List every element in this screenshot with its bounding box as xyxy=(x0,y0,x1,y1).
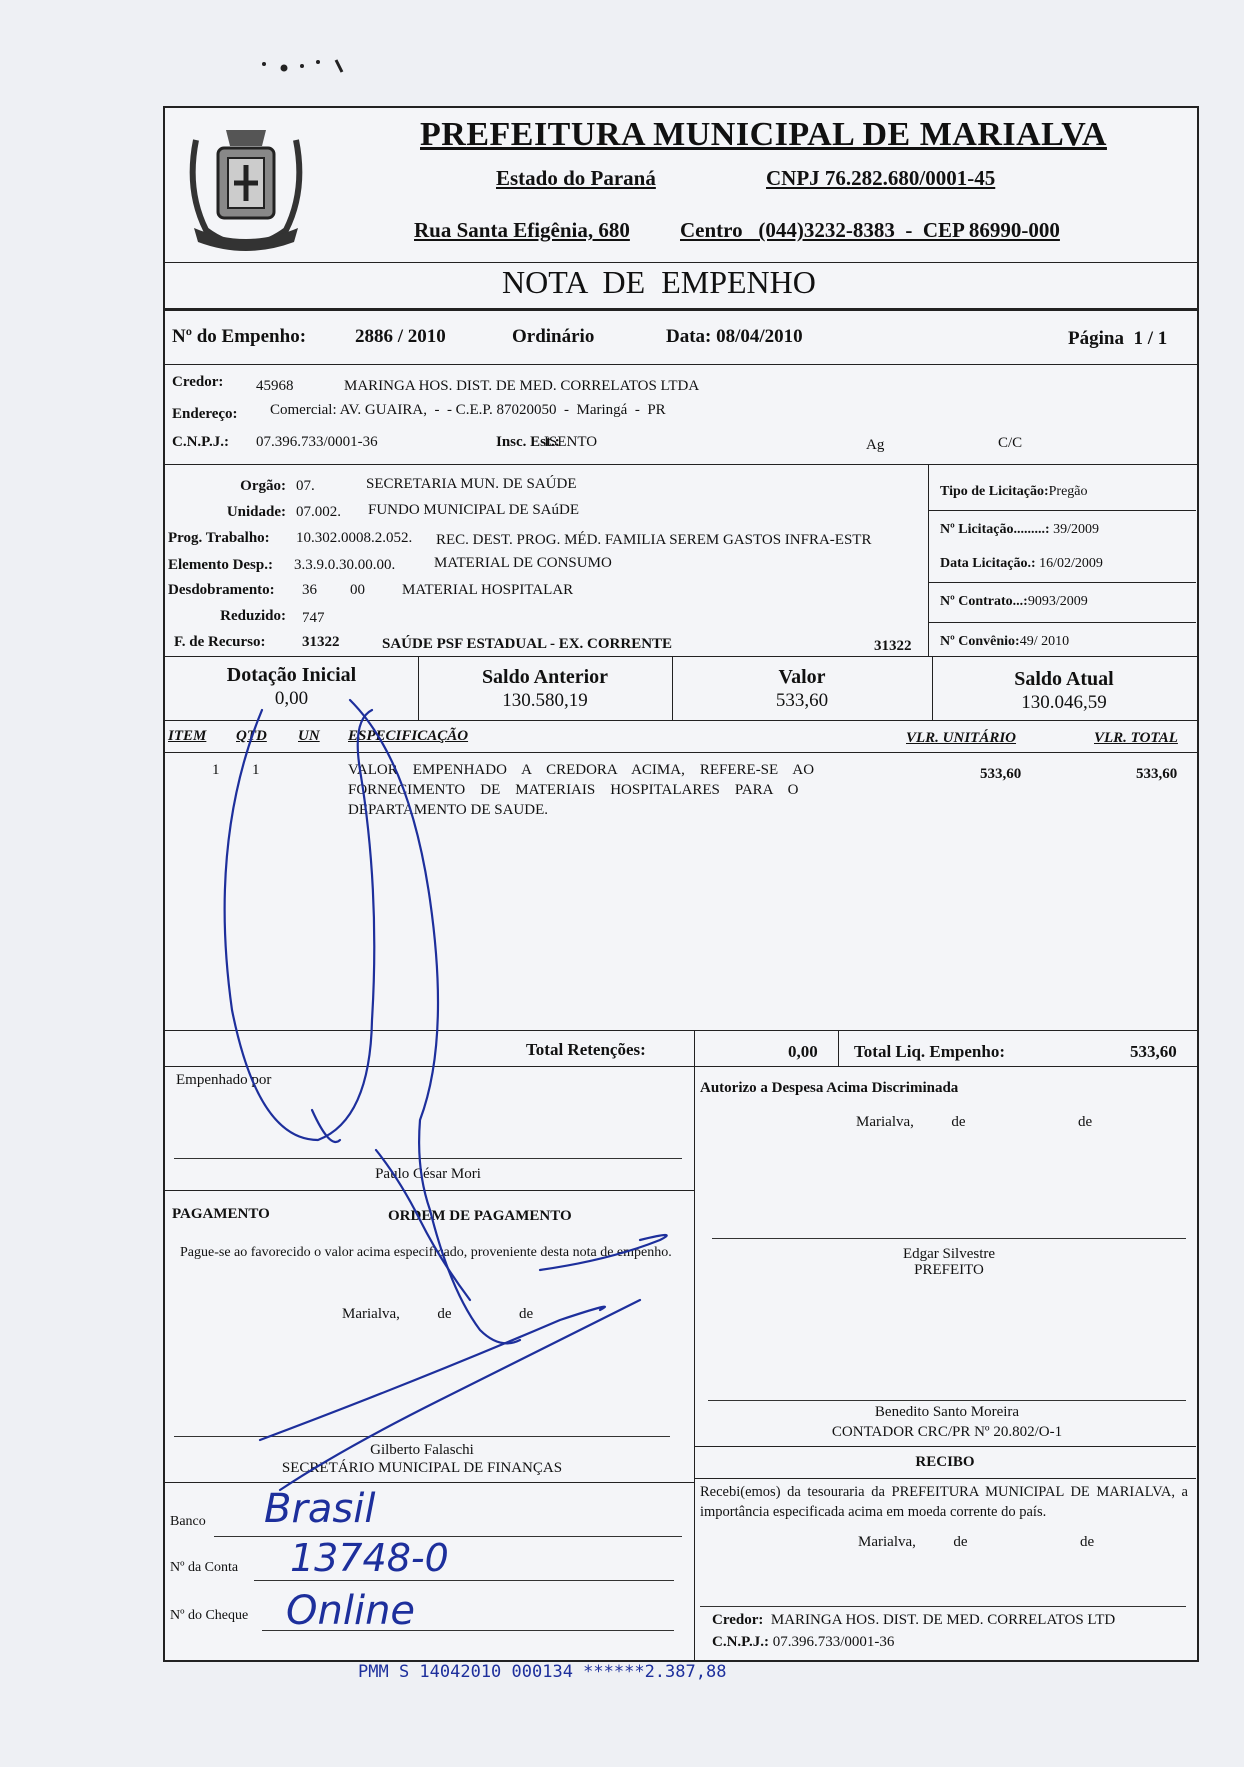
saldo-label: Dotação Inicial xyxy=(226,664,357,686)
cnpj-label: CNPJ 76.282.680/0001-45 xyxy=(766,166,996,190)
print-stamp: PMM S 14042010 000134 ******2.387,88 xyxy=(358,1662,727,1682)
prog-code: 10.302.0008.2.052. xyxy=(296,530,413,546)
recurso-code: 31322 xyxy=(302,634,340,650)
empenho-number: 2886 / 2010 xyxy=(355,326,446,347)
prog-name: REC. DEST. PROG. MÉD. FAMILIA SEREM GASTOS INFRA-ESTR xyxy=(436,532,872,548)
saldo-value: 0,00 xyxy=(274,688,309,709)
recibo-local-data: Marialva, de de xyxy=(858,1534,1095,1550)
total-retencoes-value: 0,00 xyxy=(788,1042,818,1061)
desdobramento-name: MATERIAL HOSPITALAR xyxy=(402,582,574,598)
cnpj-credor-value: 07.396.733/0001-36 xyxy=(256,434,378,450)
item-spec-line: DEPARTAMENTO DE SAUDE. xyxy=(348,802,548,818)
top-marks xyxy=(256,50,366,80)
saldo-label: Saldo Anterior xyxy=(481,666,609,688)
saldo-value: 130.580,19 xyxy=(502,690,588,711)
saldo-label: Valor xyxy=(778,666,826,688)
recibo-cnpj: C.N.P.J.: 07.396.733/0001-36 xyxy=(712,1634,895,1650)
autorizo-label: Autorizo a Despesa Acima Discriminada xyxy=(700,1080,959,1096)
desdobramento-sub: 00 xyxy=(350,582,365,598)
col-un: UN xyxy=(298,728,320,744)
recibo-text: Recebi(emos) da tesouraria da PREFEITURA MUNICIPAL DE MARIALVA, a importância especificada acima em moeda corrente do país. xyxy=(700,1484,1188,1520)
insc-value: ISENTO xyxy=(544,434,598,450)
recurso-label: F. de Recurso: xyxy=(174,634,266,650)
state-label: Estado do Paraná xyxy=(496,166,656,190)
secretario-name: Gilberto Falaschi xyxy=(370,1442,474,1458)
item-spec-line: FORNECIMENTO DE MATERIAIS HOSPITALARES PARA O xyxy=(348,782,799,798)
address-value: Comercial: AV. GUAIRA, - - C.E.P. 87020050 - Maringá - PR xyxy=(270,402,666,418)
coat-of-arms-icon xyxy=(176,110,316,260)
credor-name: MARINGA HOS. DIST. DE MED. CORRELATOS LTDA xyxy=(344,378,700,394)
banco-label: Banco xyxy=(170,1514,206,1529)
col-qtd: QTD xyxy=(236,728,267,744)
orgao-code: 07. xyxy=(296,478,315,494)
agency-label: Ag xyxy=(866,437,885,453)
unidade-name: FUNDO MUNICIPAL DE SAúDE xyxy=(368,502,579,518)
doc-type-title: NOTA DE EMPENHO xyxy=(502,264,816,300)
data-licitacao: Data Licitação.: 16/02/2009 xyxy=(940,556,1103,571)
recurso-code-2: 31322 xyxy=(874,638,912,654)
contador-title: CONTADOR CRC/PR Nº 20.802/O-1 xyxy=(831,1424,1063,1440)
total-retencoes-label: Total Retenções: xyxy=(526,1040,646,1059)
recibo-label: RECIBO xyxy=(915,1454,975,1470)
conta-handwritten: 13748-0 xyxy=(290,1536,449,1580)
num-contrato: Nº Contrato...:9093/2009 xyxy=(940,594,1088,609)
num-convenio: Nº Convênio:49/ 2010 xyxy=(940,634,1070,649)
total-liquido-label: Total Liq. Empenho: xyxy=(854,1042,1005,1061)
item-vlr-total: 533,60 xyxy=(1136,766,1178,782)
autorizo-local-data: Marialva, de de xyxy=(856,1114,1093,1130)
saldo-value: 533,60 xyxy=(775,690,829,711)
reduzido-value: 747 xyxy=(302,610,325,626)
secretario-title: SECRETÁRIO MUNICIPAL DE FINANÇAS xyxy=(281,1460,563,1476)
credor-code: 45968 xyxy=(256,378,294,394)
desdobramento-code: 36 xyxy=(302,582,317,598)
desdobramento-label: Desdobramento: xyxy=(168,582,275,598)
item-qtd: 1 xyxy=(252,762,260,778)
address-label: Endereço: xyxy=(172,406,238,422)
saldo-label: Saldo Atual xyxy=(1014,668,1114,690)
credor-label: Credor: xyxy=(172,374,224,390)
empenho-date: Data: 08/04/2010 xyxy=(666,326,803,347)
elemento-code: 3.3.9.0.30.00.00. xyxy=(294,557,396,573)
pagamento-local-data: Marialva, de de xyxy=(342,1306,534,1322)
account-label: C/C xyxy=(998,435,1023,451)
insc-label: Insc. Est.: xyxy=(496,434,560,450)
pagamento-label: PAGAMENTO xyxy=(172,1206,270,1222)
num-licitacao: Nº Licitação.........: 39/2009 xyxy=(940,522,1099,537)
district-phone-label: Centro (044)3232-8383 - CEP 86990-000 xyxy=(680,218,1060,242)
cheque-label: Nº do Cheque xyxy=(170,1608,249,1623)
empenhado-por-name: Paulo César Mori xyxy=(375,1166,481,1182)
tipo-licitacao: Tipo de Licitação:Pregão xyxy=(940,484,1088,499)
empenhado-por-label: Empenhado por xyxy=(176,1072,272,1088)
cnpj-credor-label: C.N.P.J.: xyxy=(172,434,229,450)
contador-name: Benedito Santo Moreira xyxy=(874,1404,1020,1420)
col-item: ITEM xyxy=(168,728,207,744)
unidade-label: Unidade: xyxy=(226,504,286,520)
banco-handwritten: Brasil xyxy=(264,1486,376,1532)
elemento-name: MATERIAL DE CONSUMO xyxy=(434,555,612,571)
col-vlr-unitario: VLR. UNITÁRIO xyxy=(906,730,1017,746)
elemento-label: Elemento Desp.: xyxy=(168,557,273,573)
cheque-handwritten: Online xyxy=(286,1588,416,1634)
page-title: PREFEITURA MUNICIPAL DE MARIALVA xyxy=(420,116,1107,153)
prefeito-name: Edgar Silvestre xyxy=(902,1246,996,1262)
empenho-number-label: Nº do Empenho: xyxy=(172,326,307,347)
ordem-pagamento-label: ORDEM DE PAGAMENTO xyxy=(388,1208,572,1224)
total-liquido-value: 533,60 xyxy=(1130,1042,1177,1061)
prefeito-title: PREFEITO xyxy=(914,1262,984,1278)
unidade-code: 07.002. xyxy=(296,504,341,520)
item-number: 1 xyxy=(212,762,220,778)
col-especificacao: ESPECIFICAÇÃO xyxy=(348,728,469,744)
orgao-name: SECRETARIA MUN. DE SAÚDE xyxy=(366,476,577,492)
empenho-kind: Ordinário xyxy=(512,326,595,347)
reduzido-label: Reduzido: xyxy=(220,608,286,624)
prog-label: Prog. Trabalho: xyxy=(168,530,270,546)
item-vlr-unitario: 533,60 xyxy=(980,766,1022,782)
conta-label: Nº da Conta xyxy=(170,1560,239,1575)
recibo-credor: Credor: MARINGA HOS. DIST. DE MED. CORRELATOS LTD xyxy=(712,1612,1116,1628)
item-spec-line: VALOR EMPENHADO A CREDORA ACIMA, REFERE-SE AO xyxy=(348,762,815,778)
page-number: Página 1 / 1 xyxy=(1068,328,1168,349)
street-label: Rua Santa Efigênia, 680 xyxy=(414,218,630,242)
orgao-label: Orgão: xyxy=(240,478,286,494)
pagamento-text: Pague-se ao favorecido o valor acima especificado, proveniente desta nota de empenho. xyxy=(180,1245,672,1260)
saldo-value: 130.046,59 xyxy=(1021,692,1107,713)
recurso-name: SAÚDE PSF ESTADUAL - EX. CORRENTE xyxy=(382,636,673,652)
col-vlr-total: VLR. TOTAL xyxy=(1094,730,1178,746)
